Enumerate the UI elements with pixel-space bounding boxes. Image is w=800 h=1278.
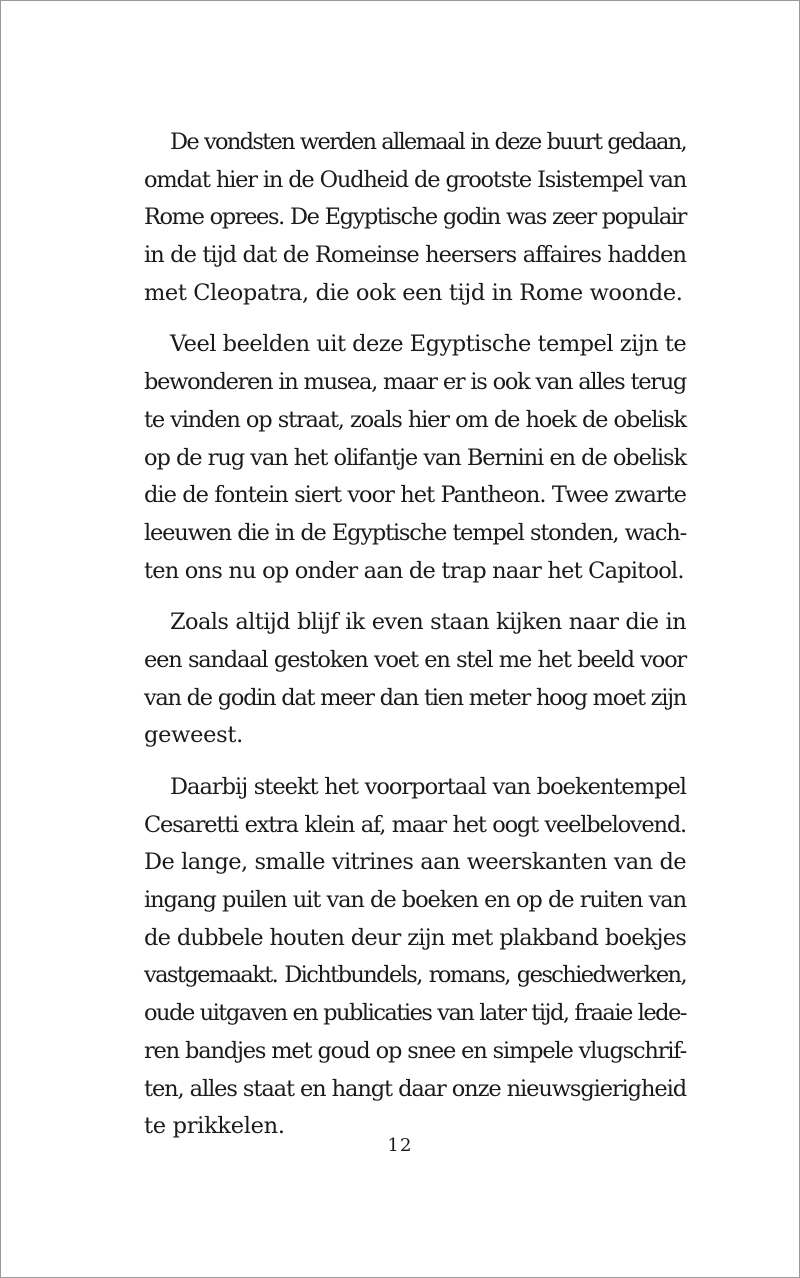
text-line: ten ons nu op onder aan de trap naar het Capitool. (144, 557, 684, 584)
text-line: bewonderen in musea, maar er is ook van alles terug (144, 369, 686, 396)
text-line: de dubbele houten deur zijn met plakband boekjes (144, 924, 686, 951)
text-line: ten, alles staat en hangt daar onze nieuwsgierigheid (144, 1075, 686, 1102)
text-line: te prikkelen. (144, 1113, 285, 1140)
text-line: ren bandjes met goud op snee en simpele vlugschrif- (144, 1037, 686, 1064)
text-line: geweest. (144, 722, 243, 749)
text-line: van de godin dat meer dan tien meter hoog moet zijn (144, 684, 686, 711)
text-line: leeuwen die in de Egyptische tempel stonden, wach- (144, 519, 686, 546)
text-line: in de tijd dat de Romeinse heersers affaires hadden (144, 242, 686, 269)
paragraph-2 (144, 326, 686, 590)
text-line: De lange, smalle vitrines aan weerskanten van de (144, 849, 686, 876)
text-line: ingang puilen uit van de boeken en op de ruiten van (144, 887, 686, 914)
text-line: Cesaretti extra klein af, maar het oogt veelbelovend. (144, 811, 686, 838)
text-line: op de rug van het olifantje van Bernini en de obelisk (144, 444, 686, 471)
text-line: Rome oprees. De Egyptische godin was zeer populair (144, 204, 686, 231)
text-line: De vondsten werden allemaal in deze buurt gedaan, (170, 129, 686, 155)
text-line: Daarbij steekt het voorportaal van boekentempel (170, 774, 686, 800)
text-line: die de fontein siert voor het Pantheon. Twee zwarte (144, 482, 686, 509)
text-line: te vinden op straat, zoals hier om de hoek de obelisk (144, 406, 686, 433)
text-line: Zoals altijd blijf ik even staan kijken naar die in (170, 609, 686, 636)
paragraph-3 (144, 604, 686, 755)
text-line: oude uitgaven en publicaties van later tijd, fraaie lede- (144, 1000, 686, 1027)
text-line: omdat hier in de Oudheid de grootste Isistempel van (144, 166, 686, 193)
body-text (144, 124, 686, 1160)
text-line: met Cleopatra, die ook een tijd in Rome woonde. (144, 279, 683, 306)
text-line: een sandaal gestoken voet en stel me het beeld voor (144, 646, 686, 673)
text-line: vastgemaakt. Dichtbundels, romans, geschiedwerken, (144, 962, 686, 989)
text-line: Veel beelden uit deze Egyptische tempel zijn te (170, 331, 687, 358)
paragraph-1 (144, 124, 686, 312)
paragraph-4 (144, 769, 686, 1146)
page-number: 12 (387, 1135, 413, 1156)
